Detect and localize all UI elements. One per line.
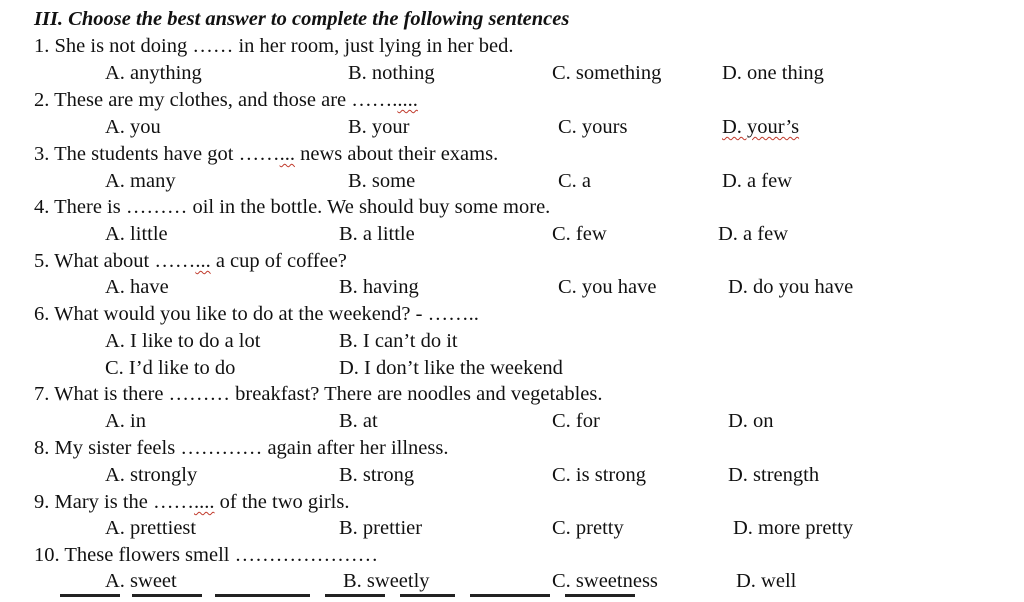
question-4-option-b[interactable]: B. a little [339, 223, 415, 245]
question-1-option-d[interactable]: D. one thing [722, 62, 824, 84]
question-9-stem [34, 489, 349, 515]
question-6-option-a[interactable]: A. I like to do a lot [105, 330, 261, 352]
question-2-blank: .... [397, 89, 418, 111]
question-9-option-d[interactable]: D. more pretty [733, 517, 854, 539]
question-3-option-b[interactable]: B. some [348, 170, 416, 192]
question-8-option-a[interactable]: A. strongly [105, 464, 198, 486]
question-9-text-start: 9. Mary is the …… [34, 491, 194, 513]
question-7-option-d[interactable]: D. on [728, 410, 774, 432]
question-9-text-end: of the two girls. [214, 491, 350, 513]
section-heading: III. Choose the best answer to complete the following sentences [34, 8, 570, 30]
question-8-text: 8. My sister feels ………… again after her illness. [34, 437, 449, 459]
question-10-stem [34, 542, 378, 568]
question-3-option-d[interactable]: D. a few [722, 170, 793, 192]
question-2-option-a[interactable]: A. you [105, 116, 161, 138]
question-1-option-b[interactable]: B. nothing [348, 62, 435, 84]
question-9-option-b[interactable]: B. prettier [339, 517, 423, 539]
question-6-option-c[interactable]: C. I’d like to do [105, 357, 236, 379]
question-2-stem [34, 87, 418, 113]
question-6-option-b[interactable]: B. I can’t do it [339, 330, 458, 352]
question-2-option-b[interactable]: B. your [348, 116, 410, 138]
question-9-blank: .... [194, 491, 215, 513]
question-1-option-c[interactable]: C. something [552, 62, 662, 84]
question-2-text: 2. These are my clothes, and those are ……. [34, 89, 398, 111]
question-7-stem [34, 381, 602, 407]
question-4-option-d[interactable]: D. a few [718, 223, 789, 245]
question-8-option-b[interactable]: B. strong [339, 464, 415, 486]
question-4-option-a[interactable]: A. little [105, 223, 168, 245]
question-10-option-d[interactable]: D. well [736, 570, 797, 592]
question-6-stem [34, 301, 479, 327]
question-6-option-d[interactable]: D. I don’t like the weekend [339, 357, 563, 379]
question-3-text-end: news about their exams. [294, 143, 499, 165]
question-2-option-c[interactable]: C. yours [558, 116, 628, 138]
question-5-option-a[interactable]: A. have [105, 276, 169, 298]
question-1-option-a[interactable]: A. anything [105, 62, 202, 84]
question-3-blank: ... [279, 143, 295, 165]
question-5-blank: ... [195, 250, 211, 272]
question-8-option-c[interactable]: C. is strong [552, 464, 646, 486]
question-1-text: 1. She is not doing …… in her room, just lying in her bed. [34, 35, 514, 57]
question-2-option-d[interactable]: D. your’s [722, 116, 800, 138]
question-10-option-a[interactable]: A. sweet [105, 570, 177, 592]
question-1-stem [34, 33, 513, 59]
question-4-option-c[interactable]: C. few [552, 223, 607, 245]
question-10-option-c[interactable]: C. sweetness [552, 570, 658, 592]
question-5-option-d[interactable]: D. do you have [728, 276, 854, 298]
question-4-stem [34, 194, 550, 220]
question-10-option-b[interactable]: B. sweetly [343, 570, 430, 592]
question-5-stem [34, 248, 347, 274]
cut-off-next-line [40, 594, 680, 602]
question-7-option-c[interactable]: C. for [552, 410, 600, 432]
question-3-text-start: 3. The students have got …… [34, 143, 280, 165]
question-5-option-b[interactable]: B. having [339, 276, 419, 298]
question-9-option-a[interactable]: A. prettiest [105, 517, 197, 539]
question-7-text: 7. What is there ……… breakfast? There are noodles and vegetables. [34, 383, 603, 405]
question-8-stem [34, 435, 448, 461]
question-9-option-c[interactable]: C. pretty [552, 517, 624, 539]
question-6-text: 6. What would you like to do at the weekend? - …….. [34, 303, 479, 325]
question-7-option-a[interactable]: A. in [105, 410, 146, 432]
question-5-option-c[interactable]: C. you have [558, 276, 657, 298]
question-3-stem [34, 141, 498, 167]
question-3-option-c[interactable]: C. a [558, 170, 592, 192]
question-3-option-a[interactable]: A. many [105, 170, 176, 192]
question-7-option-b[interactable]: B. at [339, 410, 378, 432]
question-8-option-d[interactable]: D. strength [728, 464, 820, 486]
question-10-text: 10. These flowers smell ………………… [34, 544, 379, 566]
question-5-text-end: a cup of coffee? [210, 250, 347, 272]
question-4-text: 4. There is ……… oil in the bottle. We should buy some more. [34, 196, 551, 218]
question-5-text-start: 5. What about …… [34, 250, 196, 272]
